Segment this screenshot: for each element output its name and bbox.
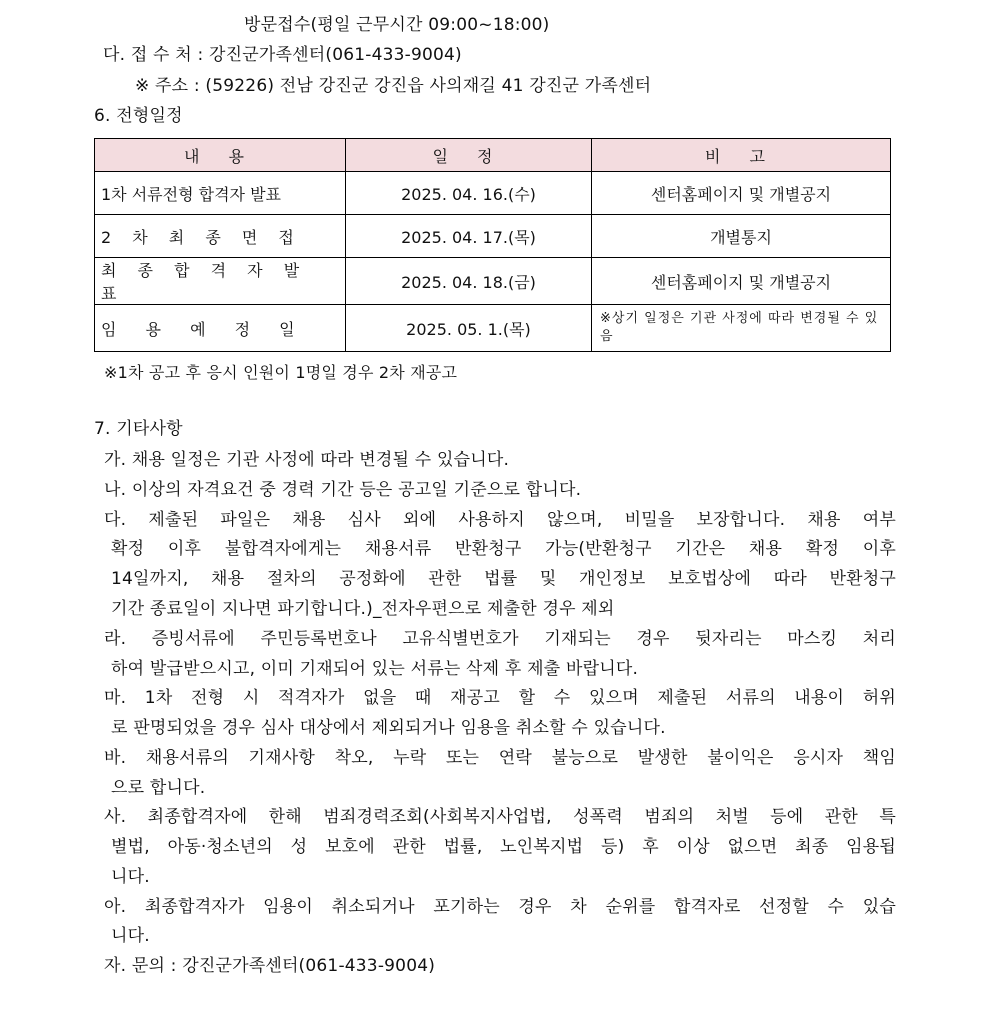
row-note: 센터홈페이지 및 개별공지: [592, 172, 891, 215]
list-item-continuation: 하여 발급받으시고, 이미 기재되어 있는 서류는 삭제 후 제출 바랍니다.: [111, 659, 639, 679]
section7-title: 7. 기타사항: [94, 419, 183, 439]
table-row: [95, 215, 891, 258]
list-item-continuation: 니다.: [111, 867, 150, 887]
list-item: 나. 이상의 자격요건 중 경력 기간 등은 공고일 기준으로 합니다.: [104, 480, 582, 500]
list-item-continuation: 별법, 아동·청소년의 성 보호에 관한 법률, 노인복지법 등) 후 이상 없으면 최종 임용됩: [111, 837, 896, 857]
list-item-continuation: 로 판명되었을 경우 심사 대상에서 제외되거나 임용을 취소할 수 있습니다.: [111, 718, 666, 738]
list-item: 마. 1차 전형 시 적격자가 없을 때 재공고 할 수 있으며 제출된 서류의 내용이 허위: [104, 688, 896, 708]
row-note: 센터홈페이지 및 개별공지: [592, 258, 891, 305]
list-item: 사. 최종합격자에 한해 범죄경력조회(사회복지사업법, 성폭력 범죄의 처벌 등에 관한 특: [104, 807, 896, 827]
office-line: 다. 접 수 처 : 강진군가족센터(061-433-9004): [103, 45, 462, 65]
list-item-continuation: 14일까지, 채용 절차의 공정화에 관한 법률 및 개인정보 보호법상에 따라 반환청구: [111, 569, 896, 589]
row-date: 2025. 05. 1.(목): [346, 305, 592, 352]
section6-title: 6. 전형일정: [94, 106, 183, 126]
row-content: 1차 서류전형 합격자 발표: [95, 172, 346, 215]
list-item-continuation: 확정 이후 불합격자에게는 채용서류 반환청구 가능(반환청구 기간은 채용 확정 이후: [111, 539, 896, 559]
list-item: 라. 증빙서류에 주민등록번호나 고유식별번호가 기재되는 경우 뒷자리는 마스킹 처리: [104, 629, 896, 649]
visit-hours-text: 방문접수(평일 근무시간 09:00~18:00): [244, 15, 550, 35]
table-row: [95, 258, 891, 305]
table-row: [95, 305, 891, 352]
row-date: 2025. 04. 16.(수): [346, 172, 592, 215]
row-note: ※상기 일정은 기관 사정에 따라 변경될 수 있음: [592, 305, 891, 352]
row-date: 2025. 04. 17.(목): [346, 215, 592, 258]
schedule-table: [94, 138, 891, 352]
list-item-continuation: 니다.: [111, 926, 150, 946]
list-item-continuation: 으로 합니다.: [111, 778, 206, 798]
table-row: [95, 172, 891, 215]
row-content: 최 종 합 격 자 발 표: [95, 258, 346, 305]
address-line: ※ 주소 : (59226) 전남 강진군 강진읍 사의재길 41 강진군 가족센터: [135, 76, 652, 96]
list-item: 가. 채용 일정은 기관 사정에 따라 변경될 수 있습니다.: [104, 450, 510, 470]
row-date: 2025. 04. 18.(금): [346, 258, 592, 305]
header-note: 비 고: [592, 139, 891, 172]
list-item: 다. 제출된 파일은 채용 심사 외에 사용하지 않으며, 비밀을 보장합니다. 채용 여부: [104, 510, 896, 530]
list-item: 아. 최종합격자가 임용이 취소되거나 포기하는 경우 차 순위를 합격자로 선정할 수 있습: [104, 897, 896, 917]
header-content: 내 용: [95, 139, 346, 172]
row-content: 임 용 예 정 일: [95, 305, 346, 352]
contact-line: 자. 문의 : 강진군가족센터(061-433-9004): [104, 956, 436, 976]
schedule-footnote: ※1차 공고 후 응시 인원이 1명일 경우 2차 재공고: [104, 363, 458, 382]
table-header-row: [95, 139, 891, 172]
row-note: 개별통지: [592, 215, 891, 258]
row-content: 2 차 최 종 면 접: [95, 215, 346, 258]
header-date: 일 정: [346, 139, 592, 172]
list-item-continuation: 기간 종료일이 지나면 파기합니다.)_전자우편으로 제출한 경우 제외: [111, 599, 615, 619]
list-item: 바. 채용서류의 기재사항 착오, 누락 또는 연락 불능으로 발생한 불이익은 응시자 책임: [104, 748, 896, 768]
